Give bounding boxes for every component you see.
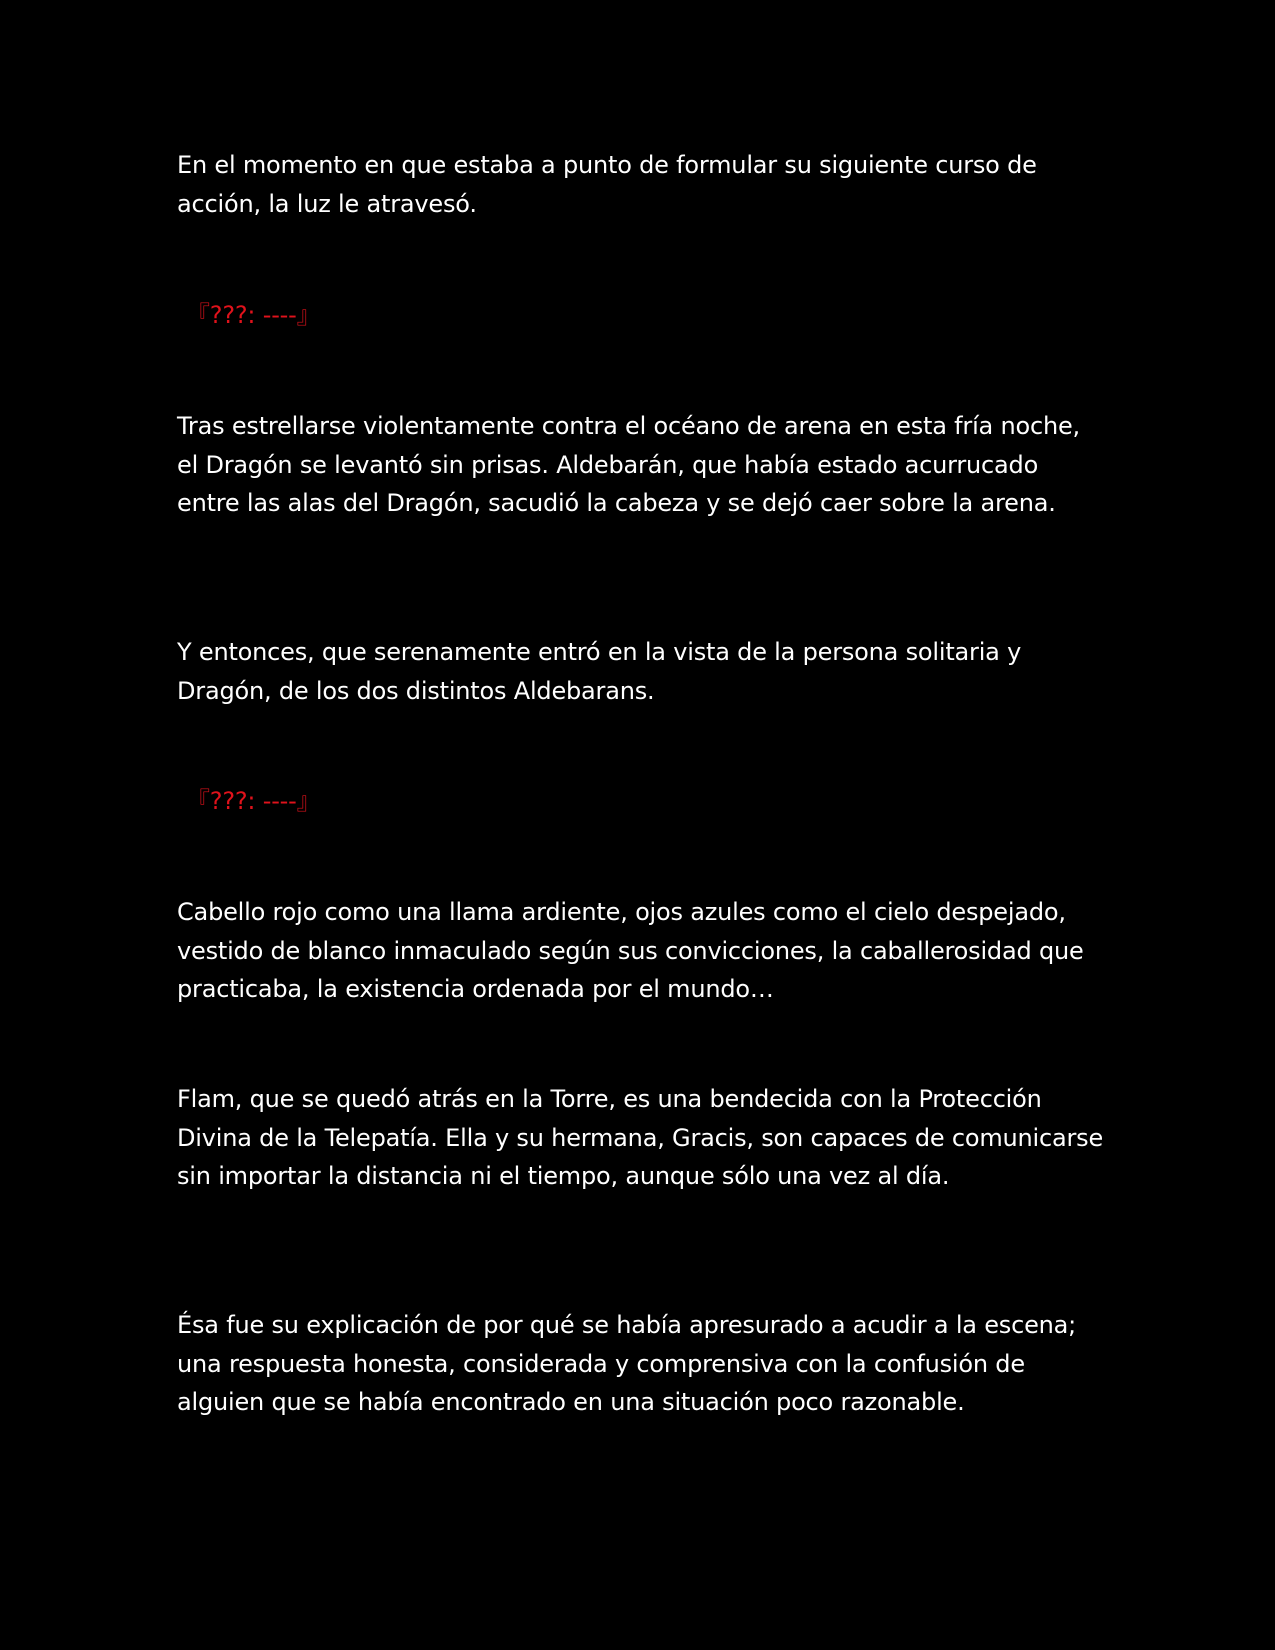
paragraph-6: Ésa fue su explicación de por qué se había apresurado a acudir a la escena; una respuesta honesta, considerada y comprensiva con la confusión de alguien que se había encontrado en una situación poco razonable. <box>177 1311 1077 1416</box>
paragraph-5: Flam, que se quedó atrás en la Torre, es una bendecida con la Protección Divina de la Telepatía. Ella y su hermana, Gracis, son capaces de comunicarse sin importar la distancia ni el tiempo, aunque sólo una vez al día. <box>177 1085 1104 1190</box>
paragraph-2: Tras estrellarse violentamente contra el océano de arena en esta fría noche, el Dragón se levantó sin prisas. Aldebarán, que había estado acurrucado entre las alas del Dragón, sacudió la cabeza y se dejó caer sobre la arena. <box>177 412 1080 517</box>
paragraph-4: Cabello rojo como una llama ardiente, ojos azules como el cielo despejado, vestido de blanco inmaculado según sus convicciones, la caballerosidad que practicaba, la existencia ordenada por el mundo… <box>177 898 1084 1003</box>
speech-line-2: 『???: ----』 <box>186 787 321 815</box>
paragraph-1: En el momento en que estaba a punto de formular su siguiente curso de acción, la luz le atravesó. <box>177 151 1037 218</box>
speech-line-1: 『???: ----』 <box>186 301 321 329</box>
paragraph-3: Y entonces, que serenamente entró en la vista de la persona solitaria y Dragón, de los dos distintos Aldebarans. <box>177 638 1022 705</box>
